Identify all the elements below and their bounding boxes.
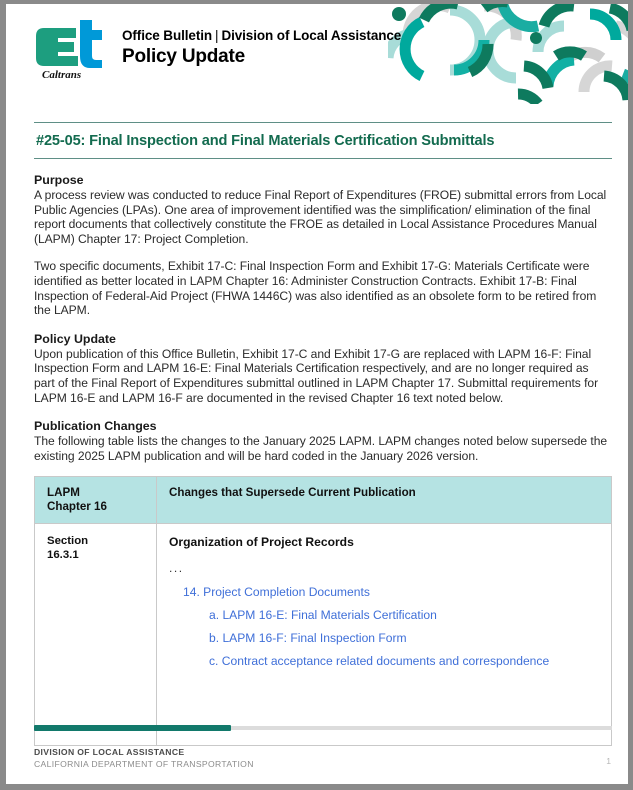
table-row — [35, 524, 612, 746]
document-title: #25-05: Final Inspection and Final Materials Certification Submittals — [36, 133, 495, 149]
list-item[interactable]: b. LAPM 16-F: Final Inspection Form — [209, 631, 407, 646]
document-content — [34, 122, 612, 746]
office-bulletin-label: Office Bulletin — [122, 28, 213, 43]
section-purpose — [34, 173, 612, 318]
table-header-chapter — [35, 477, 157, 524]
ellipsis-marker: ... — [169, 561, 184, 576]
section-policy-update — [34, 332, 612, 405]
footer-org-line: DIVISION OF LOCAL ASSISTANCE — [34, 747, 185, 757]
table-header-changes: Changes that Supersede Current Publication — [157, 477, 612, 524]
list-item[interactable]: a. LAPM 16-E: Final Materials Certification — [209, 608, 437, 623]
division-label: Division of Local Assistance — [221, 28, 402, 43]
purpose-heading: Purpose — [34, 173, 84, 187]
policy-update-heading: Policy Update — [122, 46, 246, 67]
policy-update-paragraph-1: Upon publication of this Office Bulletin, Exhibit 17-C and Exhibit 17-G are replaced with LAPM 16-F: Final Inspection Form and LAPM 16-E: Final Materials Certification respectively, and are no longer required as part of the Final Report of Expenditures submittal outlined in LAPM Chapter 17. Submittal requirements for LAPM 16-E and LAPM 16-F are documented in the revised Chapter 16 text noted below. — [34, 346, 599, 405]
list-item[interactable]: c. Contract acceptance related documents and correspondence — [209, 654, 550, 669]
section-publication-changes — [34, 419, 612, 463]
purpose-paragraph-1: A process review was conducted to reduce Final Report of Expenditures (FROE) submittal errors from Local Public Agencies (LPAs). One area of improvement identified was the simplification/ elimination of the final report documents that collectively constitute the FROE as detailed in Local Assistance Procedures Manual (LAPM) Chapter 17: Project Completion. — [34, 188, 607, 246]
table-header-chapter-line1: LAPM — [47, 486, 80, 500]
publication-changes-heading: Publication Changes — [34, 419, 157, 434]
header-bulletin-line — [122, 28, 401, 43]
page-header — [34, 16, 401, 82]
table-header-row — [35, 477, 612, 524]
section-label-line2: 16.3.1 — [47, 548, 79, 561]
purpose-paragraph-2: Two specific documents, Exhibit 17-C: Final Inspection Form and Exhibit 17-G: Materials Certificate were identified as better located in LAPM Chapter 16: Administer Construction Contracts. Exhibit 17-B: Final Inspection of Federal-Aid Project (FHWA 1446C) was also identified as an obsolete form to be retired from the LAPM. — [34, 259, 597, 318]
title-rule-bottom — [34, 158, 612, 159]
footer-text-block — [34, 747, 254, 770]
table-cell-section — [35, 524, 157, 746]
section-label-line1: Section — [47, 535, 89, 548]
list-item[interactable]: 14. Project Completion Documents — [183, 585, 370, 600]
policy-update-heading-body: Policy Update — [34, 331, 116, 346]
footer-progress-fill — [34, 725, 231, 731]
footer-dept-line: CALIFORNIA DEPARTMENT OF TRANSPORTATION — [34, 758, 254, 769]
publication-changes-table — [34, 476, 612, 746]
svg-text:Caltrans: Caltrans — [42, 69, 82, 81]
circles-pattern-decoration — [388, 0, 633, 104]
page-number: 1 — [606, 756, 611, 766]
table-cell-changes — [157, 524, 612, 746]
footer-progress-track — [34, 726, 612, 730]
publication-changes-paragraph-1: The following table lists the changes to the January 2025 LAPM. LAPM changes noted below supersede the existing 2025 LAPM publication and will be hard coded in the January 2026 version. — [34, 434, 608, 463]
header-separator: | — [215, 28, 219, 43]
caltrans-logo — [34, 16, 108, 82]
records-organization-title: Organization of Project Records — [169, 535, 354, 550]
table-header-chapter-line2: Chapter 16 — [47, 499, 107, 513]
page-footer — [34, 726, 612, 770]
